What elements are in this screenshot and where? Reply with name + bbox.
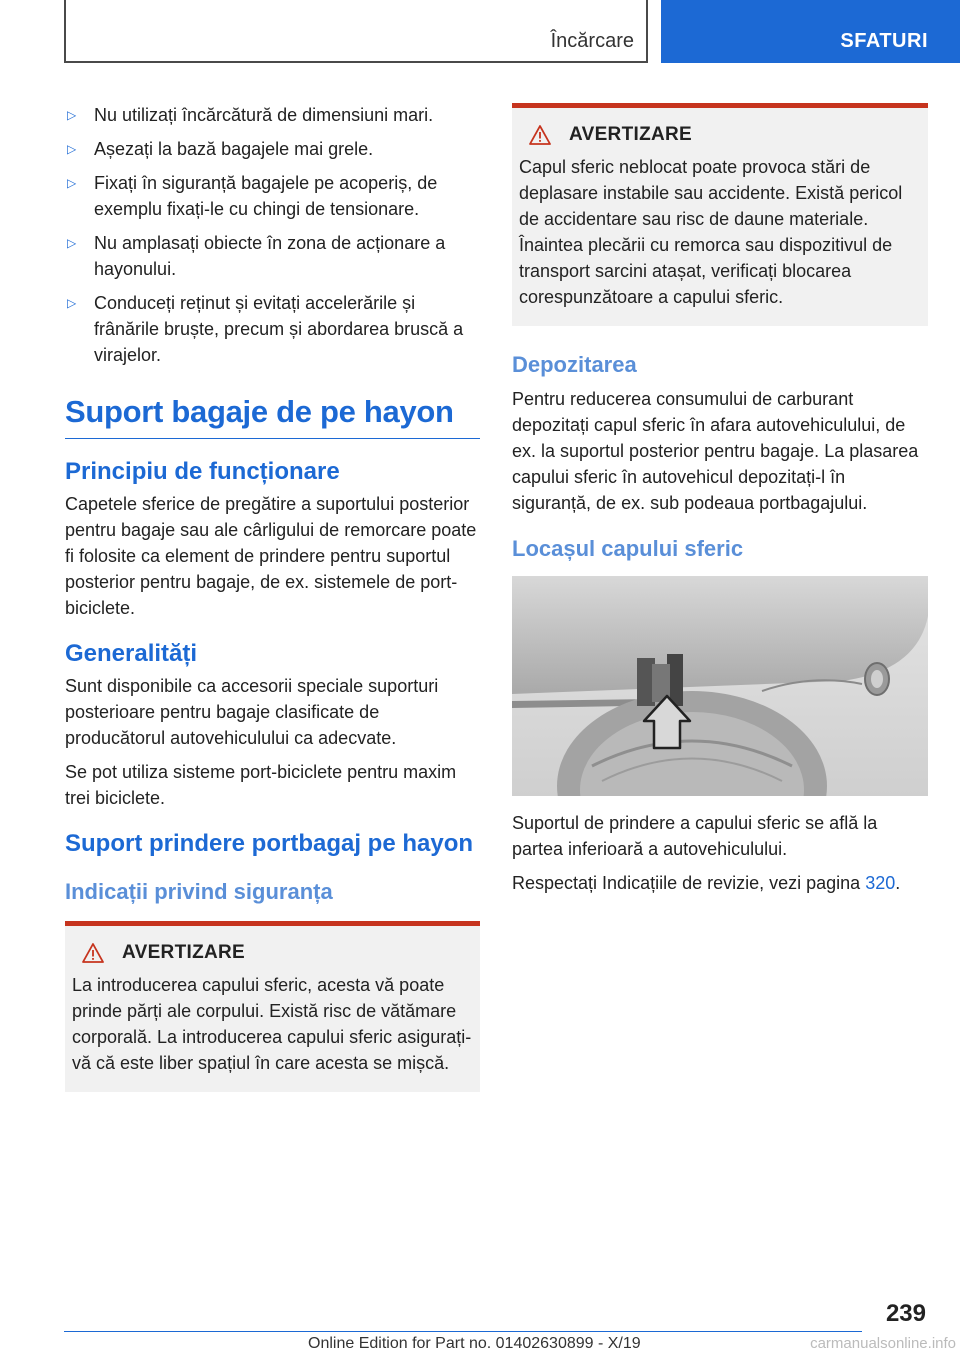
list-item: ▷ Nu utilizați încărcătură de dimensiuni mari. (65, 102, 480, 128)
page-link[interactable]: 320 (865, 873, 896, 893)
heading-depozitarea: Depozitarea (512, 352, 637, 377)
warning-triangle-icon (82, 943, 104, 963)
footer-divider (64, 1331, 862, 1332)
warning-box-left (65, 921, 480, 1092)
heading-locasul: Locașul capului sferic (512, 536, 744, 561)
warning-box-right (512, 103, 928, 326)
paragraph-generalitati-1: Sunt disponibile ca accesorii speciale suporturi posterioare pentru bagaje clasificate de producătorul autovehiculului ca adecvate. (65, 676, 439, 748)
header-box (64, 0, 648, 63)
list-item: ▷ Așezați la bază bagajele mai grele. (65, 136, 480, 162)
header-tab-label: SFATURI (840, 30, 928, 52)
triangle-right-icon: ▷ (67, 236, 77, 250)
bullet-list (65, 102, 480, 368)
triangle-right-icon: ▷ (67, 176, 77, 190)
header-section-title: Încărcare (550, 30, 634, 52)
list-item: ▷ Fixați în siguranță bagajele pe acoperiș, de exemplu fixați-le cu chingi de tensionare. (65, 170, 480, 222)
vehicle-underside-photo (512, 576, 928, 796)
triangle-right-icon: ▷ (67, 108, 77, 122)
heading-suport-prindere: Suport prindere portbagaj pe hayon (65, 830, 474, 857)
right-column (512, 103, 928, 904)
list-item: ▷ Nu amplasați obiecte în zona de acționare a hayonului. (65, 230, 480, 282)
warning-text: Capul sferic neblocat poate provoca stări de deplasare instabile sau accidente. Există pericol de accidentare sau risc de daune materiale. Înaintea plecării cu remorca sau dispozitivul de transport sarcini atașat, verificați blocarea corespunzătoare a capului sferic. (519, 157, 903, 307)
triangle-right-icon: ▷ (67, 142, 77, 156)
heading-principiu: Principiu de funcționare (65, 458, 340, 485)
warning-triangle-icon (529, 125, 551, 145)
warning-title: AVERTIZARE (569, 124, 692, 145)
left-column (65, 102, 480, 1092)
header-tab[interactable] (661, 0, 960, 63)
heading-indicatii: Indicații privind siguranța (65, 879, 333, 904)
warning-text: La introducerea capului sferic, acesta vă poate prinde părți ale corpului. Există risc de vătămare corporală. La introducerea capului sferic asigurați-vă că este liber spațiul în care acesta se mișcă. (72, 975, 472, 1073)
watermark: carmanualsonline.info (810, 1335, 956, 1352)
paragraph-generalitati-2: Se pot utiliza sisteme port-biciclete pentru maxim trei biciclete. (65, 762, 457, 808)
list-item: ▷ Conduceți reținut și evitați accelerările și frânările bruște, precum și abordarea bruscă a virajelor. (65, 290, 480, 368)
page-number: 239 (885, 1300, 926, 1327)
warning-title: AVERTIZARE (122, 942, 245, 963)
main-heading: Suport bagaje de pe hayon (65, 392, 480, 439)
heading-generalitati: Generalități (65, 640, 198, 667)
paragraph-principiu: Capetele sferice de pregătire a suportului posterior pentru bagaje sau ale cârligului de remorcare poate fi folosite ca element de prindere pentru suportul posterior pentru bagaje, de ex. sistemele de port-biciclete. (65, 494, 477, 618)
photo-caption: Suportul de prindere a capului sferic se află la partea inferioară a autovehiculului. (512, 813, 878, 859)
triangle-right-icon: ▷ (67, 296, 77, 310)
footer-edition: Online Edition for Part no. 01402630899 - X/19 (308, 1335, 641, 1352)
paragraph-depozitarea: Pentru reducerea consumului de carburant depozitați capul sferic în afara autovehiculului, de ex. la suportul posterior pentru bagaje. La plasarea capului sferic în autovehicul depozitați-l în siguranță, de ex. sub podeaua portbagajului. (512, 389, 919, 513)
page-reference: Respectați Indicațiile de revizie, vezi pagina 320. (512, 873, 901, 893)
